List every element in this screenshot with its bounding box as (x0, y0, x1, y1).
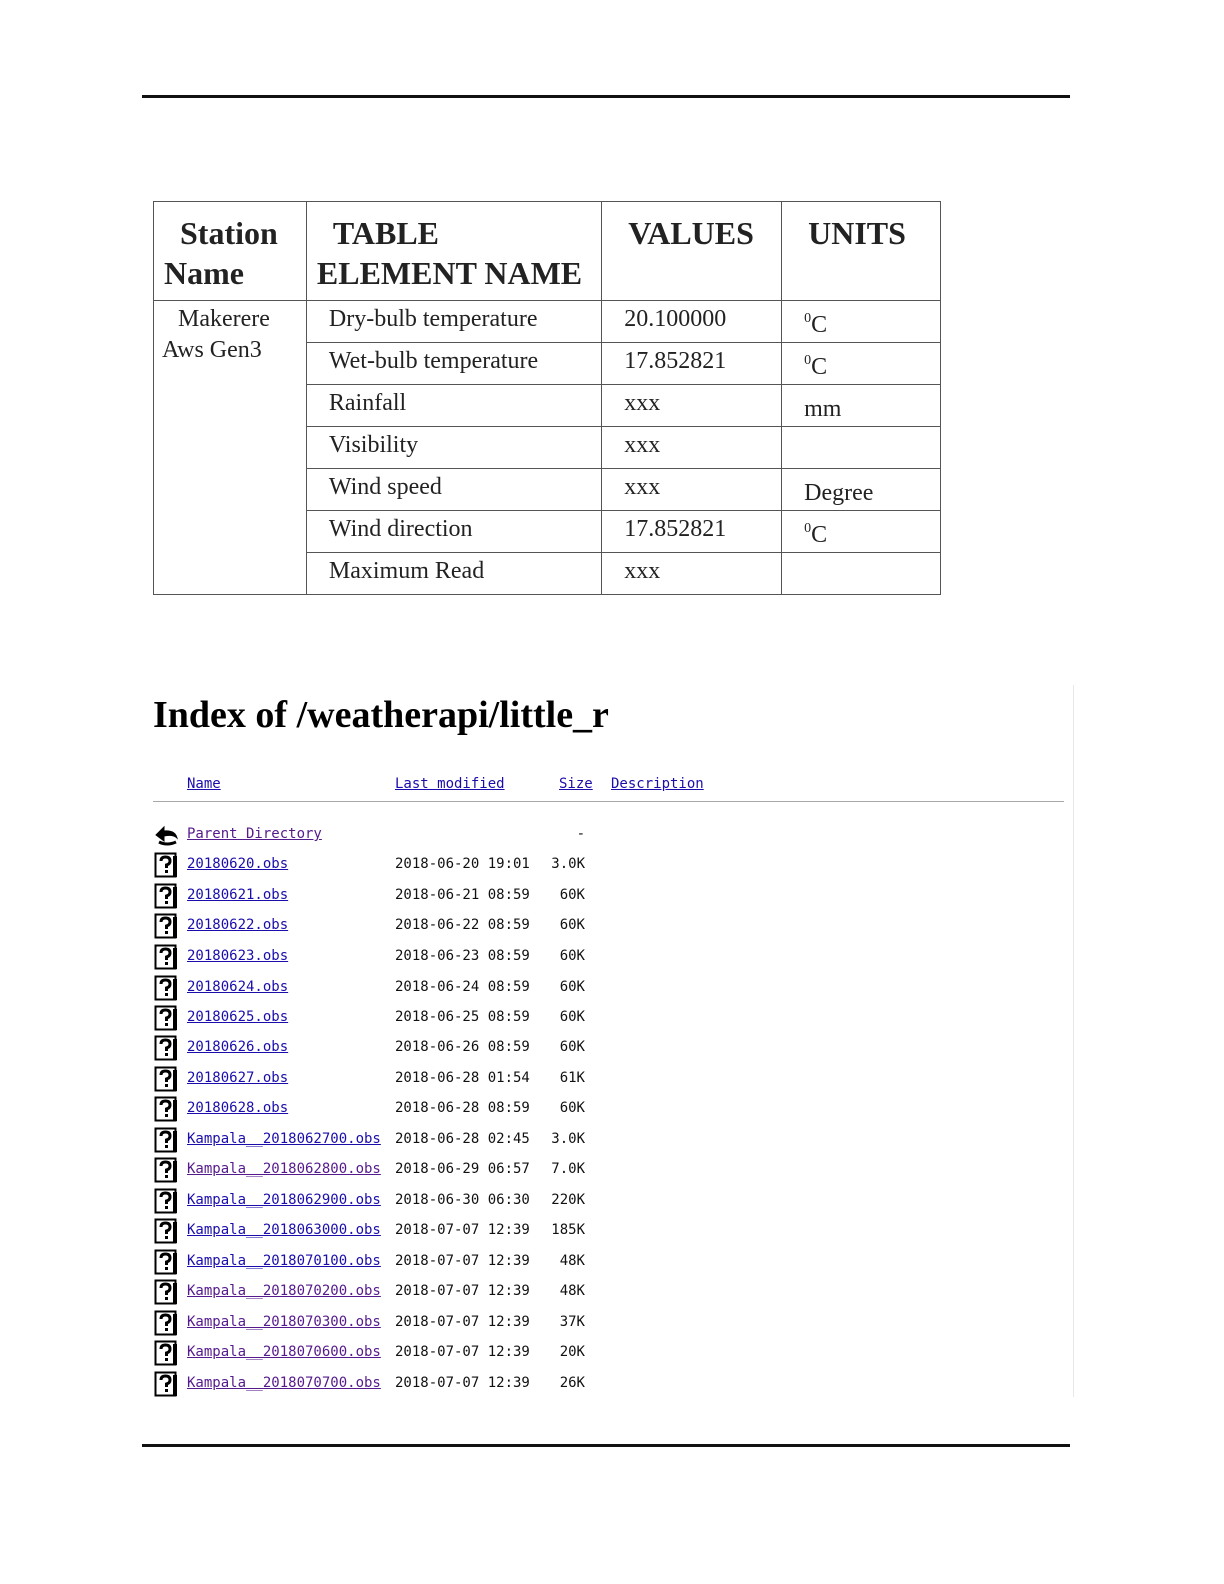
unknown-file-icon (153, 1218, 179, 1244)
file-size: 37K (559, 1314, 585, 1330)
back-arrow-icon (153, 822, 179, 848)
file-link[interactable]: 20180624.obs (187, 979, 289, 995)
file-size: 3.0K (551, 856, 585, 872)
file-link[interactable]: 20180628.obs (187, 1100, 289, 1116)
unit-text: C (811, 354, 828, 380)
sort-by-last-modified-link[interactable]: Last modified (395, 776, 505, 792)
file-size: 60K (559, 887, 585, 903)
unknown-file-icon (153, 1005, 179, 1031)
last-modified: 2018-06-30 06:30 (395, 1192, 530, 1208)
unknown-file-icon (153, 944, 179, 970)
unit-superscript: 0 (804, 521, 812, 536)
file-size: 60K (559, 948, 585, 964)
unknown-file-icon (153, 1157, 179, 1183)
last-modified: 2018-06-26 08:59 (395, 1039, 530, 1055)
last-modified: 2018-07-07 12:39 (395, 1283, 530, 1299)
file-size: 48K (559, 1283, 585, 1299)
header-values: VALUES (602, 202, 782, 301)
element-name-cell: Maximum Read (306, 553, 601, 595)
header-station-name: Station Name (154, 202, 307, 301)
last-modified: 2018-06-29 06:57 (395, 1161, 530, 1177)
last-modified: 2018-06-20 19:01 (395, 856, 530, 872)
file-size: 7.0K (551, 1161, 585, 1177)
file-size: 60K (559, 1039, 585, 1055)
file-size: 61K (559, 1070, 585, 1086)
unit-text: mm (804, 396, 842, 422)
table-row (154, 301, 941, 343)
file-size: 3.0K (551, 1131, 585, 1147)
header-divider (153, 801, 1064, 802)
file-link[interactable]: Kampala__2018070600.obs (187, 1344, 381, 1360)
unknown-file-icon (153, 1188, 179, 1214)
element-name-cell: Wind direction (306, 511, 601, 553)
file-size: 26K (559, 1375, 585, 1391)
last-modified: 2018-06-28 08:59 (395, 1100, 530, 1116)
last-modified: 2018-07-07 12:39 (395, 1314, 530, 1330)
file-size: 185K (551, 1222, 585, 1238)
unknown-file-icon (153, 1371, 179, 1397)
file-link[interactable]: Kampala__2018062900.obs (187, 1192, 381, 1208)
unit-cell (782, 385, 941, 427)
file-link[interactable]: Kampala__2018070200.obs (187, 1283, 381, 1299)
file-link[interactable]: 20180620.obs (187, 856, 289, 872)
unknown-file-icon (153, 975, 179, 1001)
unit-text: C (811, 522, 828, 548)
element-name-cell: Wet-bulb temperature (306, 343, 601, 385)
last-modified: 2018-07-07 12:39 (395, 1222, 530, 1238)
file-size: - (576, 826, 585, 842)
page-title: Index of /weatherapi/little_r (153, 694, 609, 736)
station-name-cell: Makerere Aws Gen3 (154, 301, 307, 595)
unit-cell (782, 553, 941, 595)
last-modified: 2018-06-21 08:59 (395, 887, 530, 903)
unknown-file-icon (153, 1096, 179, 1122)
file-size: 20K (559, 1344, 585, 1360)
last-modified: 2018-06-24 08:59 (395, 979, 530, 995)
unit-cell (782, 343, 941, 385)
file-link[interactable]: Kampala__2018070700.obs (187, 1375, 381, 1391)
file-size: 60K (559, 1100, 585, 1116)
file-link[interactable]: 20180626.obs (187, 1039, 289, 1055)
file-link[interactable]: 20180625.obs (187, 1009, 289, 1025)
value-cell: xxx (602, 553, 782, 595)
file-link[interactable]: Kampala__2018062700.obs (187, 1131, 381, 1147)
unknown-file-icon (153, 852, 179, 878)
last-modified: 2018-06-25 08:59 (395, 1009, 530, 1025)
unknown-file-icon (153, 1066, 179, 1092)
value-cell: 17.852821 (602, 511, 782, 553)
unit-text: C (811, 312, 828, 338)
file-link[interactable]: Kampala__2018070100.obs (187, 1253, 381, 1269)
table-header-row (154, 202, 941, 301)
element-name-cell: Dry-bulb temperature (306, 301, 601, 343)
file-link[interactable]: 20180627.obs (187, 1070, 289, 1086)
header-units: UNITS (782, 202, 941, 301)
footer-rule (142, 1444, 1070, 1447)
header-table-element-name: TABLE ELEMENT NAME (306, 202, 601, 301)
header-rule (142, 95, 1070, 98)
unknown-file-icon (153, 1310, 179, 1336)
unit-superscript: 0 (804, 353, 812, 368)
file-link[interactable]: 20180623.obs (187, 948, 289, 964)
file-link[interactable]: Kampala__2018063000.obs (187, 1222, 381, 1238)
file-link[interactable]: 20180622.obs (187, 917, 289, 933)
last-modified: 2018-07-07 12:39 (395, 1253, 530, 1269)
file-size: 60K (559, 917, 585, 933)
unknown-file-icon (153, 1035, 179, 1061)
file-link[interactable]: Kampala__2018062800.obs (187, 1161, 381, 1177)
value-cell: xxx (602, 469, 782, 511)
unknown-file-icon (153, 883, 179, 909)
file-size: 60K (559, 979, 585, 995)
file-size: 60K (559, 1009, 585, 1025)
unknown-file-icon (153, 1279, 179, 1305)
unit-superscript: 0 (804, 311, 812, 326)
last-modified: 2018-07-07 12:39 (395, 1375, 530, 1391)
value-cell: 20.100000 (602, 301, 782, 343)
unknown-file-icon (153, 1127, 179, 1153)
file-size: 220K (551, 1192, 585, 1208)
element-name-cell: Visibility (306, 427, 601, 469)
parent-directory-link[interactable]: Parent Directory (187, 826, 322, 842)
unit-text: Degree (804, 480, 874, 506)
sort-by-name-link[interactable]: Name (187, 776, 221, 792)
value-cell: 17.852821 (602, 343, 782, 385)
sort-by-size-link[interactable]: Size (559, 776, 593, 792)
unit-cell (782, 301, 941, 343)
unit-cell (782, 469, 941, 511)
directory-listing (153, 685, 1074, 1397)
element-name-cell: Wind speed (306, 469, 601, 511)
last-modified: 2018-06-23 08:59 (395, 948, 530, 964)
file-size: 48K (559, 1253, 585, 1269)
file-link[interactable]: Kampala__2018070300.obs (187, 1314, 381, 1330)
unknown-file-icon (153, 1340, 179, 1366)
weather-elements-table (153, 201, 941, 595)
sort-by-description-link[interactable]: Description (611, 776, 704, 792)
value-cell: xxx (602, 385, 782, 427)
file-link[interactable]: 20180621.obs (187, 887, 289, 903)
unit-cell (782, 427, 941, 469)
unknown-file-icon (153, 1249, 179, 1275)
element-name-cell: Rainfall (306, 385, 601, 427)
list-item (153, 1375, 853, 1413)
last-modified: 2018-06-22 08:59 (395, 917, 530, 933)
last-modified: 2018-06-28 01:54 (395, 1070, 530, 1086)
last-modified: 2018-06-28 02:45 (395, 1131, 530, 1147)
unit-cell (782, 511, 941, 553)
unknown-file-icon (153, 913, 179, 939)
value-cell: xxx (602, 427, 782, 469)
last-modified: 2018-07-07 12:39 (395, 1344, 530, 1360)
